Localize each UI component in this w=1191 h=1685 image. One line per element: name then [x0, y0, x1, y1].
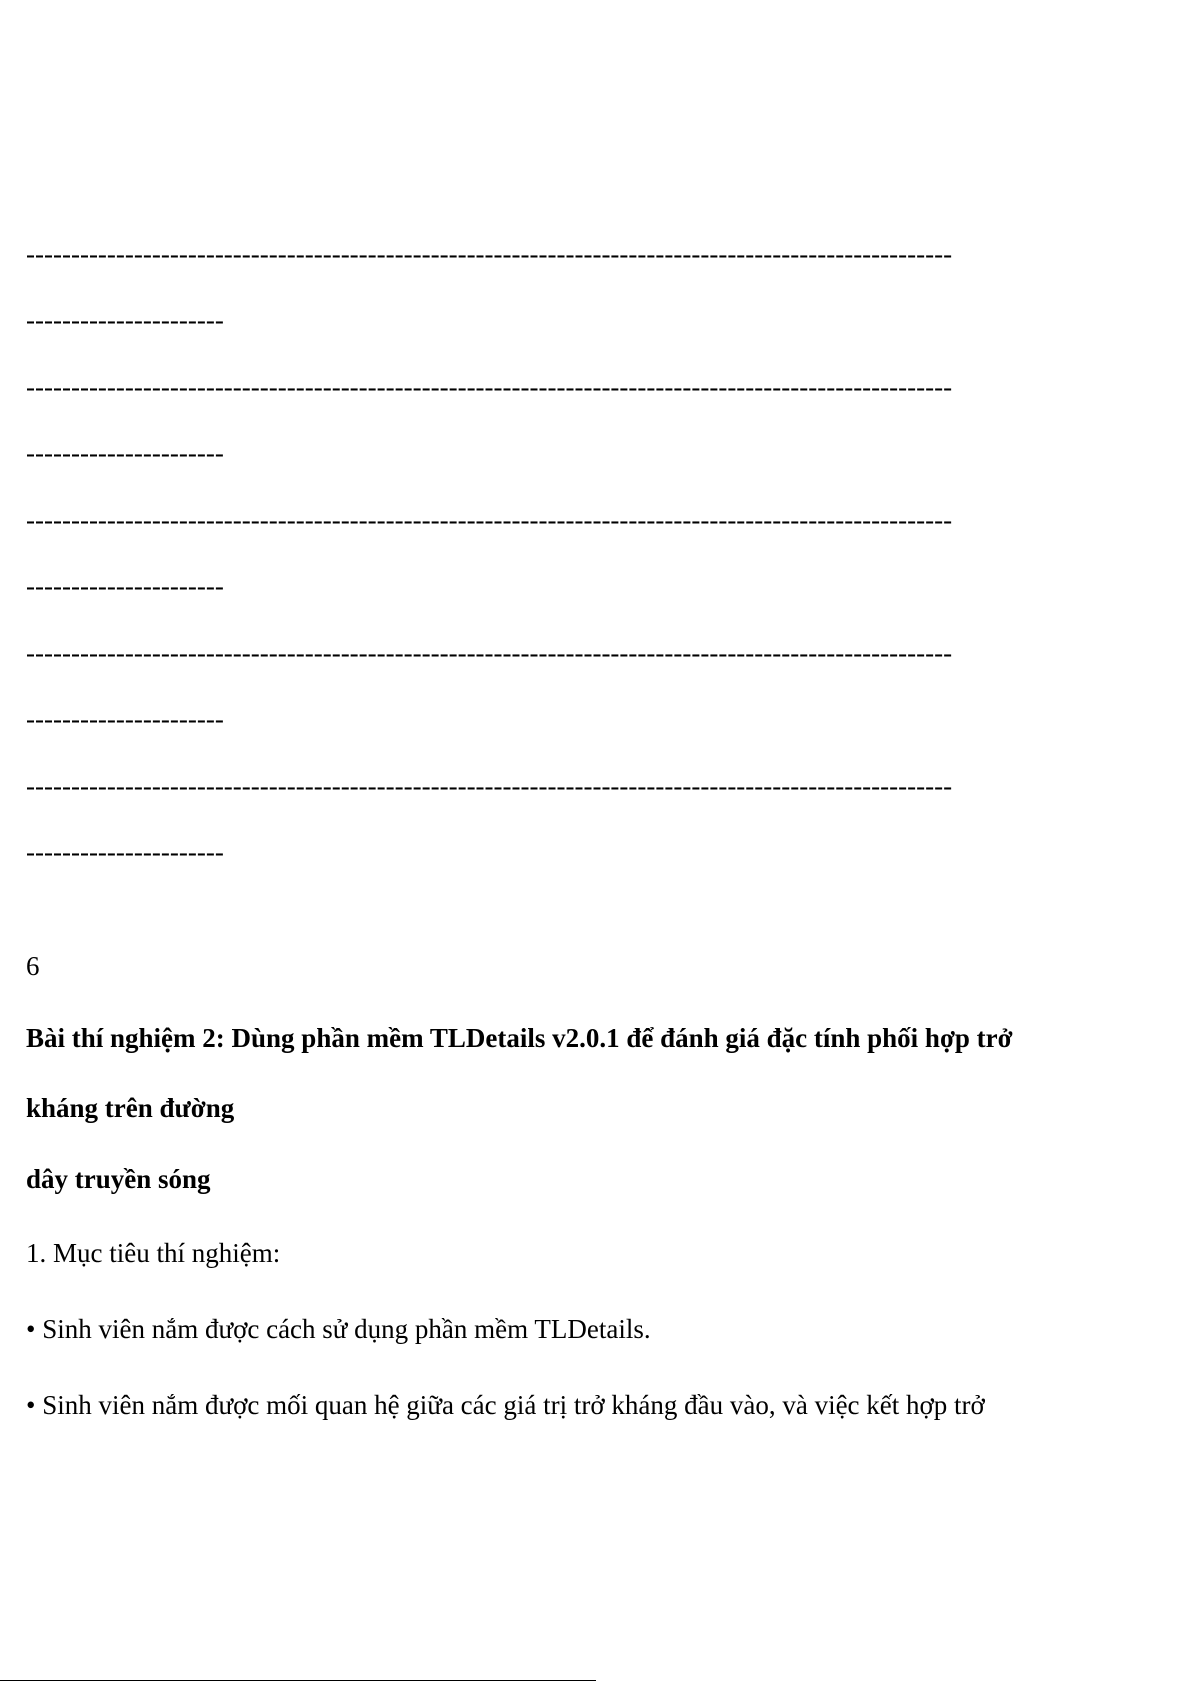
answer-line-long: ------------------------------------------------------------------------------------------------------- — [26, 771, 953, 801]
section-heading: 1. Mục tiêu thí nghiệm: — [26, 1238, 281, 1268]
experiment-title-line-3: dây truyền sóng — [26, 1164, 211, 1194]
answer-line-short: ---------------------- — [26, 837, 224, 867]
experiment-title-line-2: kháng trên đường — [26, 1093, 235, 1123]
answer-line-short: ---------------------- — [26, 305, 224, 335]
answer-line-short: ---------------------- — [26, 438, 224, 468]
answer-line-long: ------------------------------------------------------------------------------------------------------- — [26, 372, 953, 402]
bullet-item: • Sinh viên nắm được cách sử dụng phần mềm TLDetails. — [26, 1314, 651, 1344]
answer-line-long: ------------------------------------------------------------------------------------------------------- — [26, 239, 953, 269]
bullet-item: • Sinh viên nắm được mối quan hệ giữa các giá trị trở kháng đầu vào, và việc kết hợp trở — [26, 1390, 985, 1420]
answer-line-long: ------------------------------------------------------------------------------------------------------- — [26, 638, 953, 668]
answer-line-long: ------------------------------------------------------------------------------------------------------- — [26, 505, 953, 535]
footer-rule — [0, 1680, 596, 1681]
answer-line-short: ---------------------- — [26, 571, 224, 601]
page-number: 6 — [26, 951, 40, 981]
answer-line-short: ---------------------- — [26, 704, 224, 734]
experiment-title-line-1: Bài thí nghiệm 2: Dùng phần mềm TLDetails v2.0.1 để đánh giá đặc tính phối hợp trở — [26, 1023, 1013, 1053]
